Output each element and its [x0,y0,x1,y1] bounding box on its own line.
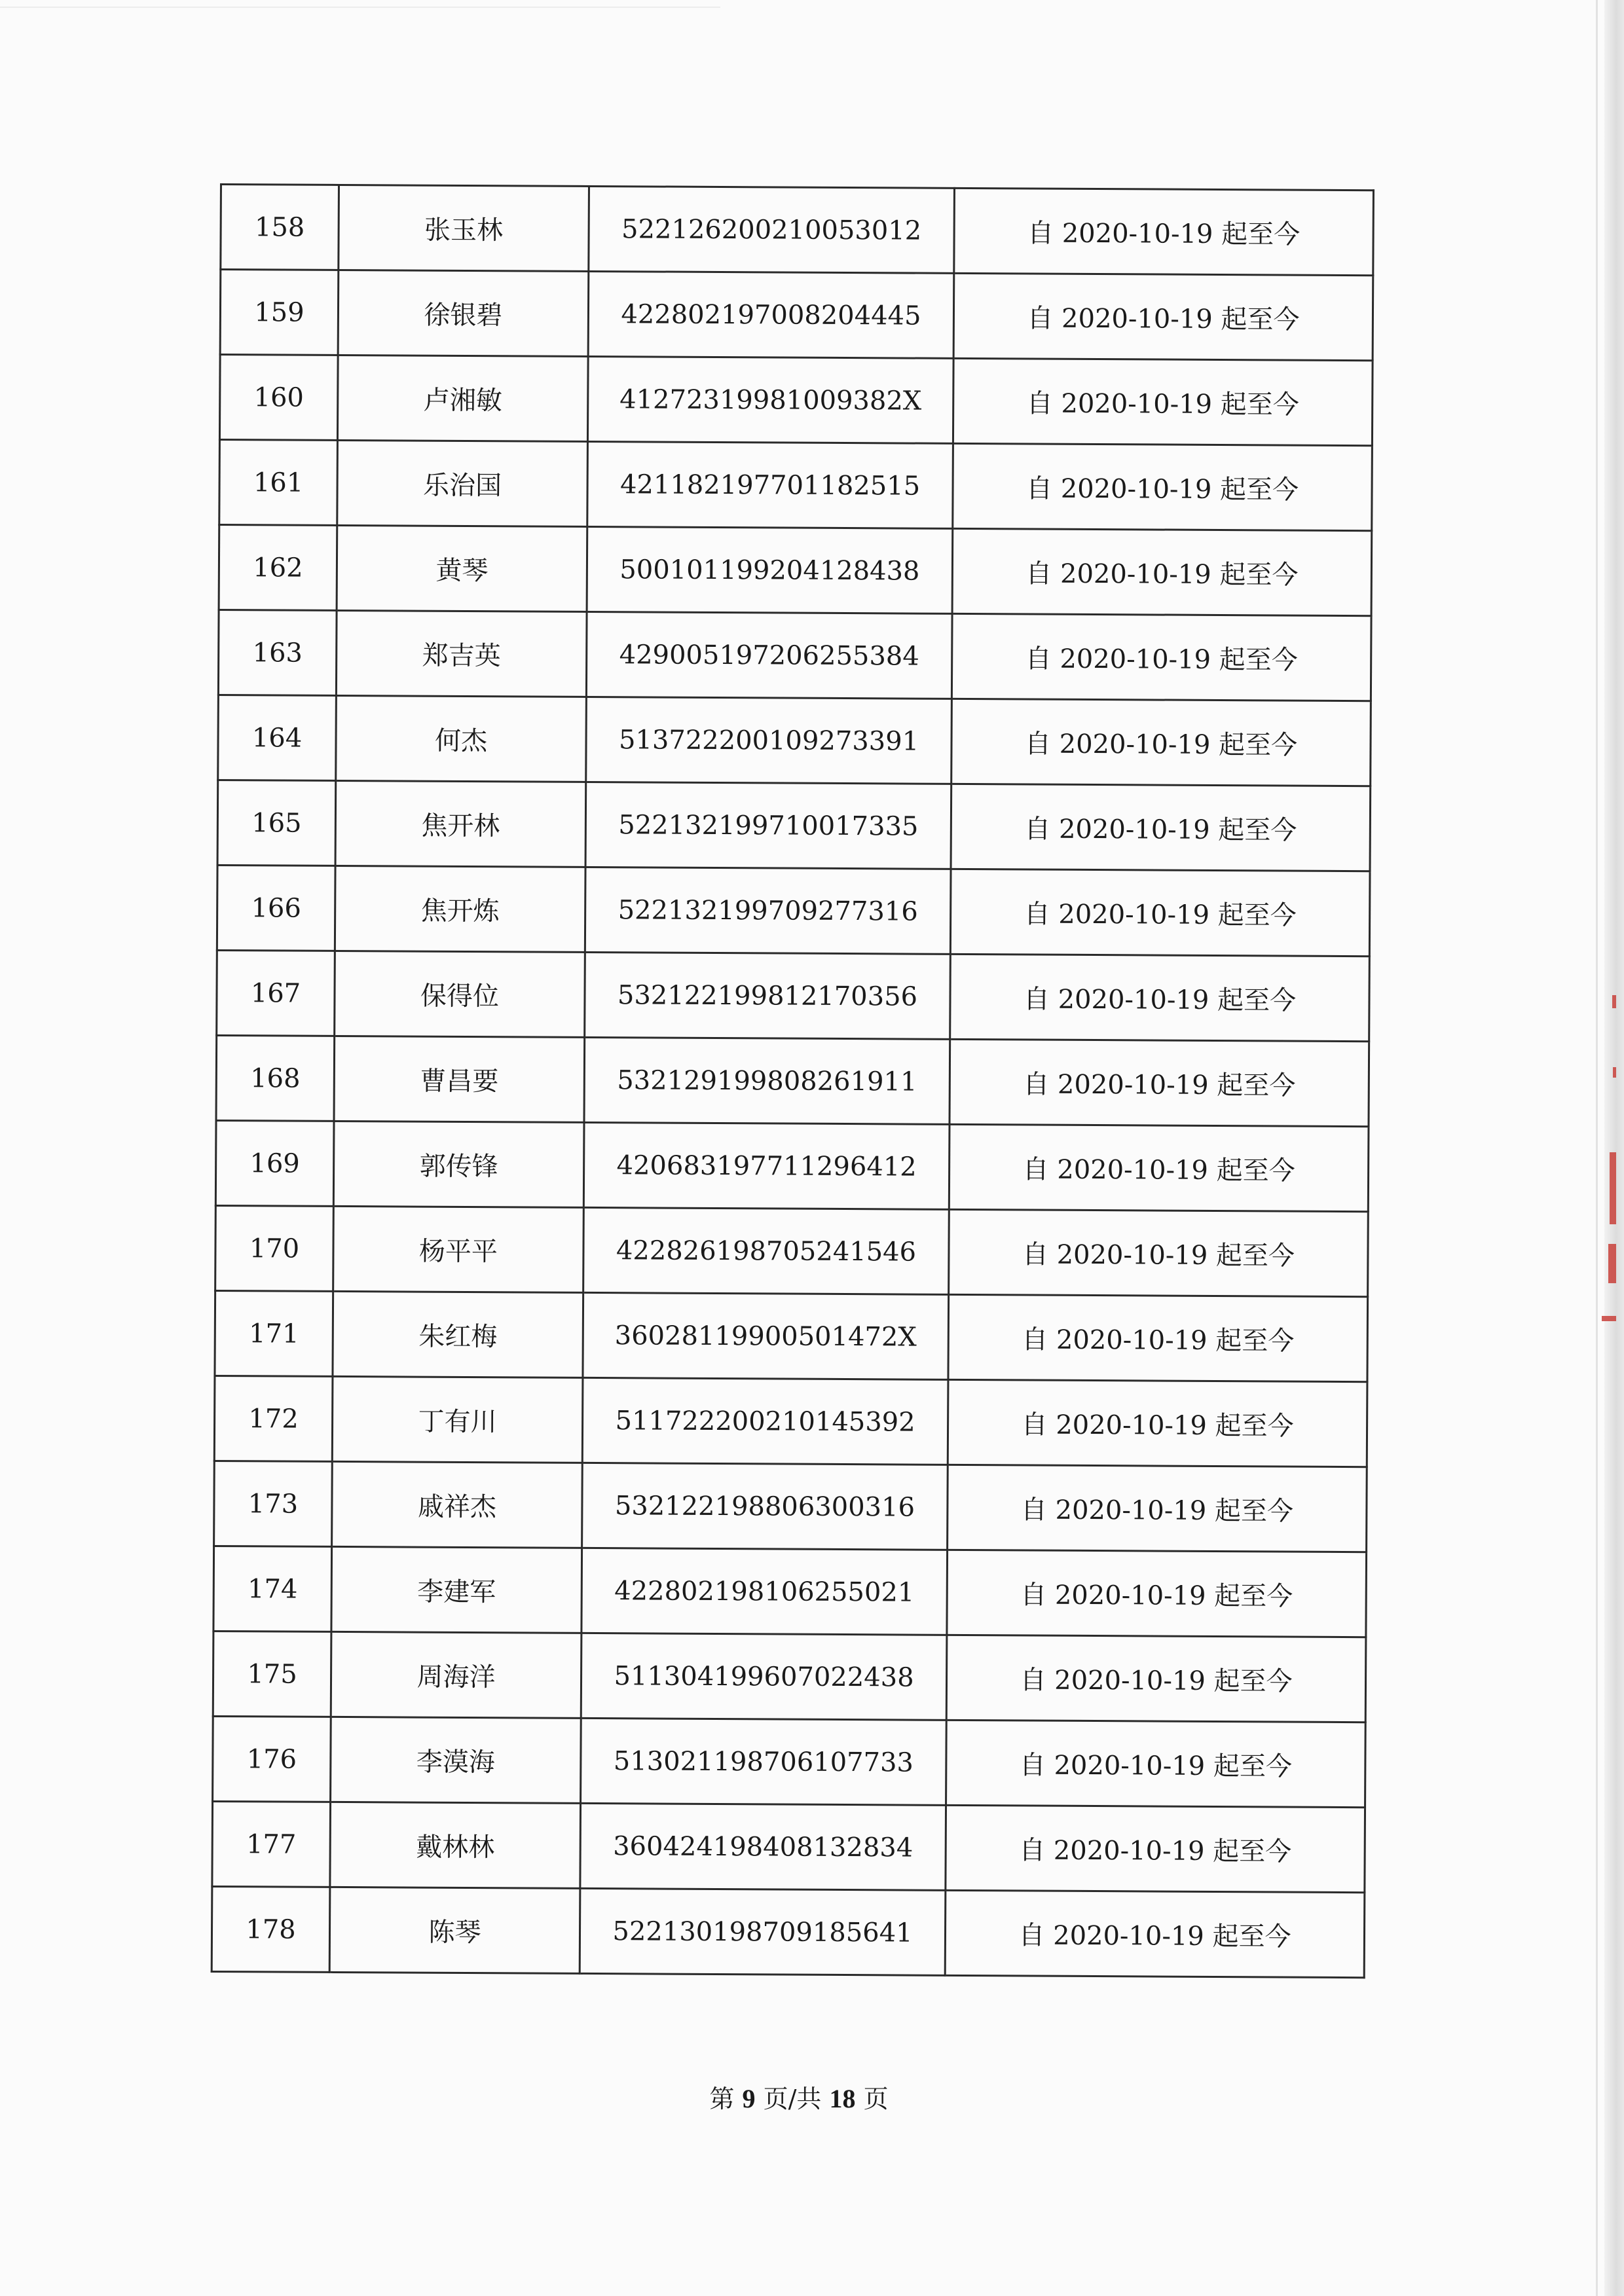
row-period-cell: 自 2020-10-19 起至今 [945,1890,1365,1977]
row-index-cell: 175 [213,1631,331,1717]
row-period-cell: 自 2020-10-19 起至今 [948,1465,1367,1552]
row-index-cell: 174 [213,1546,332,1631]
row-name-cell: 焦开林 [335,780,586,867]
row-name-cell: 陈琴 [329,1887,580,1973]
row-index-cell: 158 [221,185,339,270]
row-index-cell: 163 [218,610,337,695]
footer-middle: 页/共 [763,2085,822,2113]
row-id-number-cell: 36028119900501472X [583,1292,949,1379]
row-id-number-cell: 522132199710017335 [585,782,951,869]
table-row [219,355,1373,446]
scan-artifact-top [0,7,720,8]
row-period-cell: 自 2020-10-19 起至今 [947,1550,1367,1637]
row-id-number-cell: 532122199812170356 [585,952,951,1039]
row-index-cell: 172 [214,1376,333,1461]
row-period-cell: 自 2020-10-19 起至今 [948,1294,1368,1381]
row-name-cell: 焦开炼 [335,866,585,952]
row-period-cell: 自 2020-10-19 起至今 [953,273,1373,360]
row-index-cell: 162 [219,525,337,611]
scan-artifact-edge [1604,0,1624,2296]
row-id-number-cell: 422802197008204445 [588,271,954,358]
row-period-cell: 自 2020-10-19 起至今 [951,699,1371,786]
row-index-cell: 176 [213,1716,331,1802]
table-row [212,1801,1365,1892]
table-row [212,1886,1365,1977]
row-id-number-cell: 429005197206255384 [586,611,952,699]
row-id-number-cell: 532122198806300316 [582,1463,948,1550]
row-id-number-cell: 511304199607022438 [581,1633,947,1720]
row-period-cell: 自 2020-10-19 起至今 [946,1720,1366,1807]
row-name-cell: 何杰 [336,695,587,782]
footer-prefix: 第 [709,2085,735,2113]
row-name-cell: 丁有川 [332,1376,583,1463]
row-index-cell: 159 [220,270,339,355]
row-period-cell: 自 2020-10-19 起至今 [953,443,1373,530]
row-period-cell: 自 2020-10-19 起至今 [948,1379,1367,1467]
table-row [214,1376,1367,1467]
row-id-number-cell: 532129199808261911 [584,1037,950,1124]
table-row [217,780,1371,871]
row-index-cell: 166 [217,865,335,951]
table-row [213,1716,1366,1807]
row-period-cell: 自 2020-10-19 起至今 [946,1805,1365,1892]
row-period-cell: 自 2020-10-19 起至今 [951,784,1371,871]
roster-table-body [212,185,1373,1978]
table-row [213,1546,1367,1637]
row-id-number-cell: 422826198705241546 [583,1207,950,1294]
row-name-cell: 戴林林 [330,1802,581,1888]
row-name-cell: 徐银碧 [338,270,589,356]
row-index-cell: 168 [216,1035,335,1121]
row-name-cell: 周海洋 [331,1631,581,1718]
row-period-cell: 自 2020-10-19 起至今 [953,358,1373,445]
seal-stamp-fragment [1612,995,1616,1008]
row-period-cell: 自 2020-10-19 起至今 [950,954,1370,1041]
row-index-cell: 165 [217,780,336,866]
table-row [214,1461,1367,1552]
table-row [213,1631,1366,1722]
row-period-cell: 自 2020-10-19 起至今 [950,869,1370,956]
row-index-cell: 170 [215,1205,334,1291]
row-id-number-cell: 511722200210145392 [582,1377,948,1465]
row-period-cell: 自 2020-10-19 起至今 [954,188,1374,275]
row-name-cell: 保得位 [335,951,585,1037]
row-name-cell: 郭传锋 [333,1121,584,1207]
page-footer [0,2079,1598,2115]
row-name-cell: 朱红梅 [333,1291,583,1377]
row-name-cell: 戚祥杰 [332,1461,583,1548]
table-row [221,185,1374,276]
row-period-cell: 自 2020-10-19 起至今 [952,528,1372,615]
roster-table-container [211,183,1373,1978]
table-row [215,1205,1369,1296]
seal-stamp-fragment [1602,1316,1616,1321]
seal-stamp-fragment [1608,1244,1616,1283]
row-name-cell: 张玉林 [339,185,589,271]
row-period-cell: 自 2020-10-19 起至今 [949,1124,1369,1211]
row-name-cell: 杨平平 [333,1206,584,1292]
row-id-number-cell: 420683197711296412 [583,1122,950,1209]
row-name-cell: 曹昌要 [334,1036,585,1122]
scan-artifact-fold [1596,0,1598,2296]
row-index-cell: 177 [212,1801,331,1887]
table-row [220,270,1373,361]
row-id-number-cell: 513021198706107733 [581,1718,947,1805]
row-index-cell: 160 [219,355,338,441]
table-row [215,1290,1368,1381]
table-row [219,440,1373,531]
row-id-number-cell: 513722200109273391 [586,697,952,784]
roster-table [211,183,1375,1978]
table-row [218,610,1371,701]
row-name-cell: 黄琴 [337,525,587,611]
current-page-number: 9 [742,2084,756,2113]
table-row [215,1120,1369,1211]
row-name-cell: 郑吉英 [336,610,587,697]
row-period-cell: 自 2020-10-19 起至今 [949,1209,1369,1296]
row-name-cell: 乐治国 [337,440,588,526]
row-id-number-cell: 500101199204128438 [587,526,953,613]
row-id-number-cell: 522132199709277316 [585,867,951,954]
row-id-number-cell: 41272319981009382X [587,356,953,443]
total-pages-number: 18 [829,2084,856,2113]
row-id-number-cell: 421182197701182515 [587,441,953,528]
row-index-cell: 178 [212,1886,330,1972]
row-period-cell: 自 2020-10-19 起至今 [946,1635,1366,1722]
row-index-cell: 169 [215,1120,334,1206]
table-row [219,525,1372,616]
row-index-cell: 173 [214,1461,333,1546]
table-row [216,1035,1369,1126]
table-row [218,695,1371,786]
row-name-cell: 李漠海 [331,1717,581,1803]
row-index-cell: 161 [219,440,338,526]
row-index-cell: 167 [217,950,335,1036]
row-id-number-cell: 360424198408132834 [580,1803,946,1890]
row-name-cell: 卢湘敏 [337,355,588,441]
row-index-cell: 164 [218,695,337,780]
footer-suffix: 页 [863,2085,889,2113]
seal-stamp-fragment [1613,1067,1616,1078]
row-id-number-cell: 522130198709185641 [580,1888,946,1975]
row-period-cell: 自 2020-10-19 起至今 [950,1039,1369,1126]
row-id-number-cell: 522126200210053012 [589,186,955,273]
table-row [217,865,1370,956]
table-row [217,950,1370,1041]
row-period-cell: 自 2020-10-19 起至今 [951,613,1371,701]
row-id-number-cell: 422802198106255021 [581,1548,948,1635]
row-index-cell: 171 [215,1290,333,1376]
row-name-cell: 李建军 [331,1546,582,1633]
seal-stamp-fragment [1610,1152,1616,1224]
